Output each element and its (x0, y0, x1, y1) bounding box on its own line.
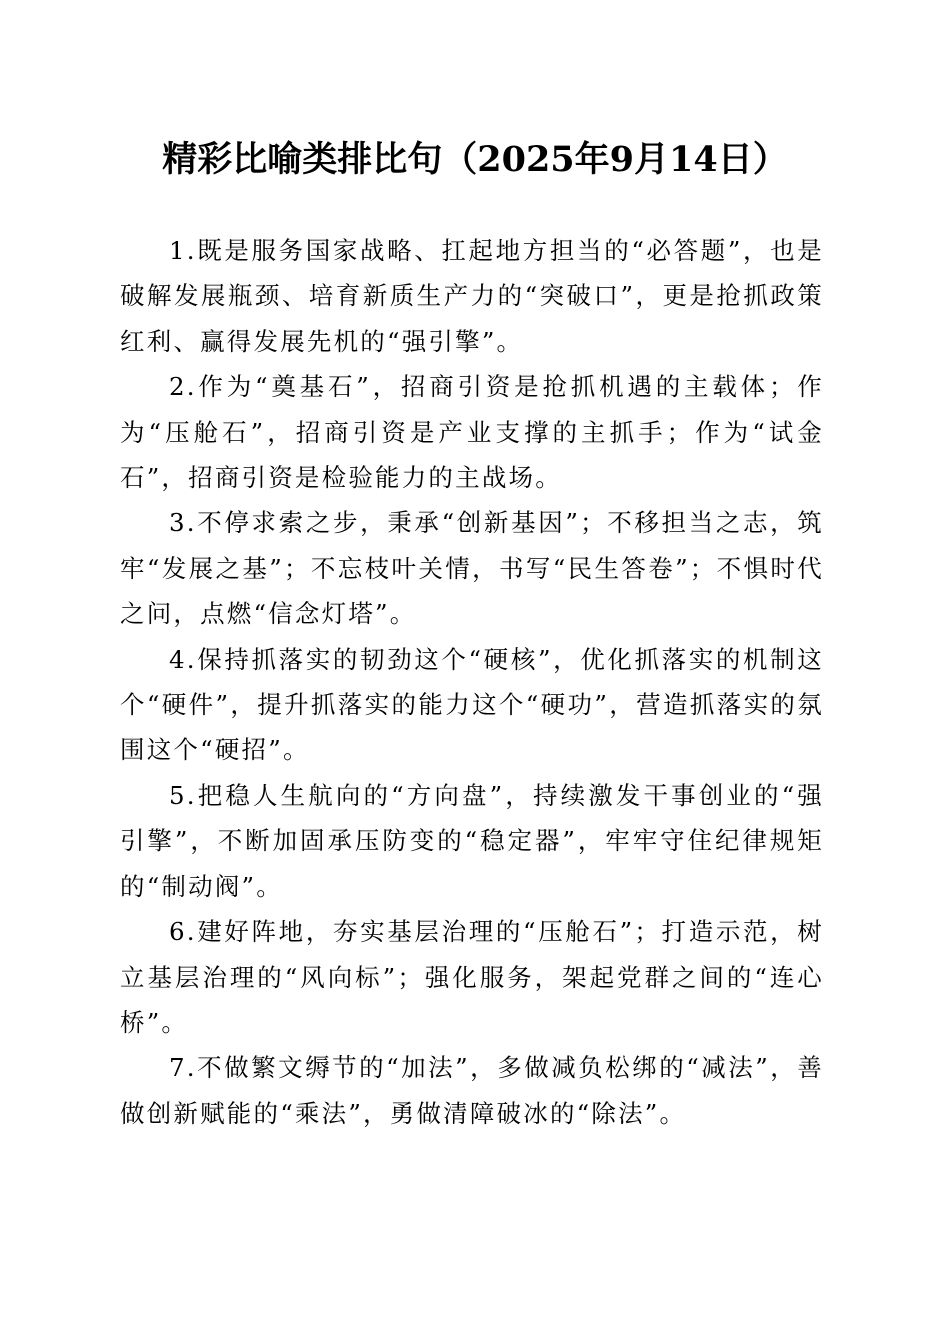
paragraph-7: 7.不做繁文缛节的“加法”，多做减负松绑的“减法”，善做创新赋能的“乘法”，勇做清障破冰的“除法”。 (120, 1053, 824, 1128)
document-body (120, 228, 824, 1136)
document-title: 精彩比喻类排比句（2025年9月14日） (162, 139, 788, 180)
paragraph-6: 6.建好阵地，夯实基层治理的“压舱石”；打造示范，树立基层治理的“风向标”；强化服务，架起党群之间的“连心桥”。 (120, 917, 824, 1037)
paragraph-2: 2.作为“奠基石”，招商引资是抢抓机遇的主载体；作为“压舱石”，招商引资是产业支撑的主抓手；作为“试金石”，招商引资是检验能力的主战场。 (120, 372, 824, 493)
paragraph-4: 4.保持抓落实的韧劲这个“硬核”，优化抓落实的机制这个“硬件”，提升抓落实的能力这个“硬功”，营造抓落实的氛围这个“硬招”。 (120, 644, 824, 765)
paragraph-1: 1.既是服务国家战略、扛起地方担当的“必答题”，也是破解发展瓶颈、培育新质生产力的“突破口”，更是抢抓政策红利、赢得发展先机的“强引擎”。 (120, 236, 824, 356)
paragraph-3: 3.不停求索之步，秉承“创新基因”；不移担当之志，筑牢“发展之基”；不忘枝叶关情，书写“民生答卷”；不惧时代之问，点燃“信念灯塔”。 (120, 508, 824, 629)
paragraph-5: 5.把稳人生航向的“方向盘”，持续激发干事创业的“强引擎”，不断加固承压防变的“稳定器”，牢牢守住纪律规矩的“制动阀”。 (120, 780, 824, 901)
